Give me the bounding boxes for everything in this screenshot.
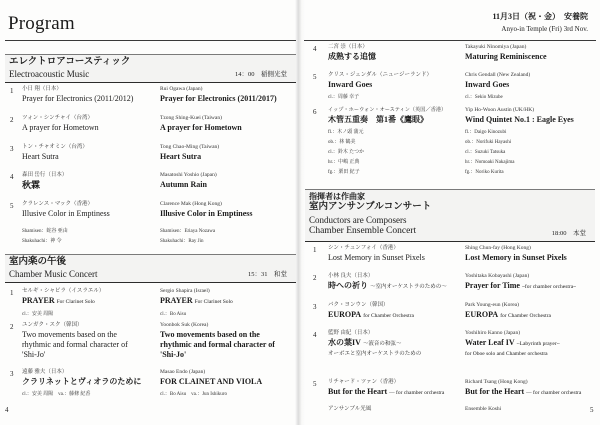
entry-number: 4 bbox=[313, 331, 317, 339]
work-title-en: Maturing Reminiscence bbox=[465, 52, 547, 61]
work-title-en: Inward Goes bbox=[465, 80, 510, 89]
performer-line: hr.：Nomoaki Nakajima bbox=[465, 160, 515, 165]
performers-ja bbox=[328, 128, 446, 178]
composer-name-en: Sergio Shapira (Israel) bbox=[160, 288, 210, 294]
work-title-ja bbox=[328, 310, 414, 321]
english-listing bbox=[160, 200, 253, 219]
entry-number: 2 bbox=[313, 274, 317, 282]
japanese-listing bbox=[22, 368, 141, 399]
composer-name-ja: 藍野 由紀（日本） bbox=[328, 330, 374, 336]
composer-name-ja: 小林 良夫（日本） bbox=[328, 273, 374, 279]
composer-name-en: Takayuki Ninomiya (Japan) bbox=[465, 44, 527, 50]
work-title-main: Prayer for Time bbox=[465, 281, 520, 290]
entry-number: 6 bbox=[313, 108, 317, 116]
work-title-sub: — for chamber orchestra bbox=[389, 390, 445, 396]
work-title-line: Two movements based on the bbox=[160, 330, 260, 339]
work-title-sub: ~Labyrinth prayer~ bbox=[516, 341, 560, 347]
entry-number: 5 bbox=[313, 73, 317, 81]
japanese-listing bbox=[328, 71, 432, 102]
composer-name-ja: パク・ヨンウン（韓国） bbox=[328, 302, 389, 308]
performer-line: cl.：Bo Aisu bbox=[160, 312, 187, 317]
composer-name-ja: シン・チュンフォイ（香港） bbox=[328, 245, 399, 251]
header-rule bbox=[304, 40, 596, 41]
entry-number: 4 bbox=[313, 45, 317, 53]
composer-name-ja: リチャード・ツァン（香港） bbox=[328, 379, 400, 385]
composer-name-en: Masao Endo (Japan) bbox=[160, 369, 206, 375]
english-listing bbox=[160, 287, 233, 319]
composer-name-ja: 遠藤 雅夫（日本） bbox=[22, 369, 68, 375]
section-header-ensemble bbox=[305, 189, 595, 242]
composer-name-en: Yoonbok Suk (Korea) bbox=[160, 322, 209, 328]
work-title-main: But for the Heart bbox=[465, 387, 525, 396]
performer-line: fl.：木ノ頭 蒲元 bbox=[328, 130, 364, 135]
composer-name-en: Clarence Mak (Hong Kong) bbox=[160, 201, 222, 207]
english-listing bbox=[465, 244, 567, 263]
section-title-en: Chamber Ensemble Concert bbox=[309, 226, 417, 236]
work-title-main: 時への祈り bbox=[328, 281, 368, 290]
composer-name-en: Yoshitaka Kobayashi (Japan) bbox=[465, 273, 530, 279]
work-title-line: 'Shi-Jo' bbox=[22, 350, 46, 359]
work-title-ja: 木管五重奏 第1番《鷹眼》 bbox=[328, 115, 428, 124]
english-listing bbox=[160, 143, 219, 162]
work-title-en: Wind Quintet No.1 : Eagle Eyes bbox=[465, 115, 574, 124]
japanese-listing bbox=[22, 114, 99, 133]
work-title-ja bbox=[328, 387, 444, 398]
work-title-ja: 秋霖 bbox=[22, 180, 41, 190]
english-listing bbox=[465, 272, 576, 292]
work-title-sub: 〜液音の和弦〜 bbox=[362, 341, 402, 347]
composer-name-ja: ツォン・シンチャイ（台湾） bbox=[22, 115, 93, 121]
work-title-en: Lost Memory in Sunset Pixels bbox=[465, 253, 567, 262]
entry-number: 4 bbox=[10, 173, 14, 181]
event-date-venue-en: Anyo-in Temple (Fri) 3rd Nov. bbox=[501, 25, 588, 33]
composer-name-en: Yip Ho-Woon Austin (UK/HK) bbox=[465, 107, 535, 113]
entry-number: 3 bbox=[10, 145, 14, 153]
work-title-en bbox=[160, 296, 233, 307]
performer-line: cl.：Bo Aisu va.：Jun Ishikuro bbox=[160, 392, 227, 397]
work-title-en bbox=[465, 387, 581, 398]
japanese-listing bbox=[22, 200, 110, 219]
composer-name-ja: トン・チャオミン（台湾） bbox=[22, 144, 88, 150]
work-title-ja: Heart Sutra bbox=[22, 152, 59, 161]
work-title-ja bbox=[22, 296, 104, 307]
section-title-ja: エレクトロアコースティック bbox=[9, 57, 131, 67]
work-title-main: EUROPA bbox=[328, 310, 362, 319]
english-listing bbox=[160, 171, 217, 190]
english-listing bbox=[465, 43, 547, 62]
page-title: Program bbox=[8, 13, 75, 34]
japanese-listing bbox=[328, 301, 414, 321]
composer-name-en: Tzong Shing-Kuei (Taiwan) bbox=[160, 115, 222, 121]
section-title-ja: 室内楽の午後 bbox=[9, 257, 67, 267]
performers-ja bbox=[22, 227, 68, 247]
section-header-chamber bbox=[5, 254, 296, 283]
performer-line: cl.：鈴木 たつか bbox=[328, 150, 365, 155]
composer-name-en: Yoshihiro Kanno (Japan) bbox=[465, 330, 521, 336]
composer-name-ja: セルギ・シャピラ（イスラエル） bbox=[22, 288, 105, 294]
performer-line: Shakuhachi：神 令 bbox=[22, 239, 62, 244]
page-number: 5 bbox=[590, 406, 594, 414]
work-title-sub: For Clarinet Solo bbox=[194, 299, 233, 305]
entry-number: 1 bbox=[313, 246, 317, 254]
japanese-listing bbox=[328, 244, 425, 263]
entry-number: 2 bbox=[10, 323, 14, 331]
work-title-ja: Illusive Color in Emptiness bbox=[22, 209, 110, 218]
section-time-venue: 18:00 本堂 bbox=[551, 230, 586, 237]
work-title-ja: Inward Goes bbox=[328, 80, 373, 89]
event-date-venue-ja: 11月3日（祝・金） 安養院 bbox=[492, 12, 588, 21]
english-listing bbox=[465, 106, 574, 178]
english-listing bbox=[465, 71, 530, 102]
performer-line: cl.：周藤 幸子 bbox=[328, 95, 360, 100]
composer-name-ja: 森田 岳行（日本） bbox=[22, 172, 68, 178]
title-rule bbox=[5, 40, 296, 41]
section-title-en: Electroacoustic Music bbox=[9, 69, 90, 79]
work-title-ja: Prayer for Electronics (2011/2012) bbox=[22, 94, 134, 103]
composer-name-ja: ユンガク・スク（韓国） bbox=[22, 322, 83, 328]
page-number: 4 bbox=[5, 406, 9, 414]
performer-line: fg.：栗田 紀子 bbox=[328, 170, 360, 175]
entry-number: 5 bbox=[10, 202, 14, 210]
work-title-line2: オーボエと室内オーケストラのための bbox=[328, 351, 422, 357]
entry-number: 2 bbox=[10, 116, 14, 124]
work-title-en: A prayer for Hometown bbox=[160, 123, 242, 132]
ensemble-name-ja: アンサンブル光風 bbox=[328, 406, 372, 412]
section-time-venue: 14：00 稲側光堂 bbox=[235, 71, 287, 78]
performer-line: hr.：中嶋 正典 bbox=[328, 160, 360, 165]
work-title-en: Illusive Color in Emptiness bbox=[160, 209, 253, 218]
work-title-sub: for Chamber Orchestra bbox=[500, 313, 551, 319]
performer-line: Shakuhachi：Ray Jin bbox=[160, 239, 204, 244]
japanese-listing bbox=[328, 43, 376, 62]
composer-name-en: Shing Chun-fay (Hong Kong) bbox=[465, 245, 531, 251]
section-subtitle-en: Conductors are Composers bbox=[309, 215, 407, 225]
composer-name-en: Richard Tsang (Hong Kong) bbox=[465, 379, 528, 385]
japanese-listing bbox=[328, 378, 444, 398]
performer-line: fg.：Noriko Kurita bbox=[465, 170, 504, 175]
performer-line: cl.：安美 周陽 bbox=[22, 312, 54, 317]
english-listing bbox=[160, 321, 275, 360]
section-time-venue: 15：31 和堂 bbox=[248, 271, 287, 278]
section-title-en: Chamber Music Concert bbox=[9, 269, 98, 279]
work-title-main: PRAYER bbox=[160, 296, 193, 305]
work-title-ja bbox=[328, 281, 447, 292]
performers-en bbox=[160, 227, 215, 247]
work-title-en: Autumn Rain bbox=[160, 180, 207, 189]
english-listing bbox=[160, 114, 242, 133]
composer-name-en: Masatoshi Yoshio (Japan) bbox=[160, 172, 217, 178]
work-title-line: 'Shi-Jo' bbox=[160, 350, 187, 359]
entry-number: 5 bbox=[313, 380, 317, 388]
work-title-sub: 〜室内オーケストラのための〜 bbox=[370, 284, 447, 290]
performer-line: ob.：Norifuki Hayashi bbox=[465, 140, 512, 145]
english-listing bbox=[160, 85, 277, 104]
page-fold bbox=[295, 0, 305, 425]
composer-name-en: Park Young-eun (Korea) bbox=[465, 302, 519, 308]
work-title-ja: Lost Memory in Sunset Pixels bbox=[328, 253, 425, 262]
japanese-listing bbox=[22, 143, 88, 162]
composer-name-ja: クリス・ジェンダル（ニュージーランド） bbox=[328, 72, 432, 78]
entry-number: 1 bbox=[10, 87, 14, 95]
work-title-main: But for the Heart bbox=[328, 387, 388, 396]
composer-name-en: Rui Ogawa (Japan) bbox=[160, 86, 203, 92]
section-header-electroacoustic bbox=[5, 54, 296, 83]
work-title-line: Two movements based on the bbox=[22, 330, 117, 339]
performer-line: Shamisen：蛇谷 亜由 bbox=[22, 229, 68, 234]
composer-name-ja: クラレンス・マック（香港） bbox=[22, 201, 93, 207]
performer-line: cl.：安美 周陽 va.：藤條 紀香 bbox=[22, 392, 91, 397]
composer-name-en: Chris Gendall (New Zealand) bbox=[465, 72, 531, 78]
work-title-sub: — for chamber orchestra bbox=[526, 390, 582, 396]
work-title-line2: for Oboe solo and Chamber orchestra bbox=[465, 351, 548, 357]
work-title-en: Heart Sutra bbox=[160, 152, 202, 161]
work-title-en: Prayer for Electronics (2011/2017) bbox=[160, 94, 277, 103]
work-title-main: EUROPA bbox=[465, 310, 499, 319]
composer-name-en: Tong Chao-Ming (Taiwan) bbox=[160, 144, 220, 150]
work-title-en: FOR CLAINET AND VIOLA bbox=[160, 377, 263, 386]
japanese-listing bbox=[22, 321, 128, 360]
performer-line: cl.：Suzuki Tatsuka bbox=[465, 150, 506, 155]
work-title-ja: クラリネットとヴィオラのために bbox=[22, 377, 142, 386]
work-title-en bbox=[465, 338, 560, 349]
work-title-line: rhythmic and formal character of bbox=[22, 340, 128, 349]
english-listing bbox=[160, 368, 262, 399]
english-listing bbox=[465, 301, 551, 321]
ensemble-name-en: Ensemble Koshi bbox=[465, 406, 502, 412]
work-title-sub: For Clarinet Solo bbox=[56, 299, 95, 305]
work-title-main: 水の葉IV bbox=[328, 338, 361, 347]
japanese-listing bbox=[328, 329, 421, 359]
composer-name-ja: 小日 翔（日本） bbox=[22, 86, 62, 92]
composer-name-ja: 二宮 崇（日本） bbox=[328, 44, 368, 50]
performer-line: cl.：Sekio Mizube bbox=[465, 95, 503, 100]
japanese-listing bbox=[328, 272, 447, 292]
performer-line: ob.：林 鶴美 bbox=[328, 140, 356, 145]
performers-en bbox=[465, 128, 574, 178]
english-listing bbox=[465, 378, 581, 398]
english-listing bbox=[465, 329, 560, 359]
japanese-listing bbox=[22, 171, 67, 190]
japanese-listing bbox=[22, 85, 133, 104]
section-subtitle-ja: 指揮者は作曲家 bbox=[309, 192, 365, 201]
japanese-listing bbox=[22, 287, 104, 319]
work-title-ja bbox=[328, 338, 421, 349]
work-title-sub: ~for chamber orchestra~ bbox=[521, 284, 577, 290]
work-title-sub: for Chamber Orchestra bbox=[363, 313, 414, 319]
work-title-en bbox=[465, 310, 551, 321]
entry-number: 3 bbox=[10, 370, 14, 378]
work-title-ja: 成熟する追憶 bbox=[328, 52, 376, 61]
entry-number: 1 bbox=[10, 289, 14, 297]
composer-name-ja: イップ・ホーウォン・オースティン（英国／香港） bbox=[328, 107, 447, 113]
work-title-ja: A prayer for Hometown bbox=[22, 123, 99, 132]
section-title-ja: 室内アンサンブルコンサート bbox=[309, 202, 432, 212]
performer-line: fl.：Daigo Kinozubi bbox=[465, 130, 507, 135]
work-title-main: PRAYER bbox=[22, 296, 55, 305]
entry-number: 3 bbox=[313, 303, 317, 311]
work-title-en bbox=[465, 281, 576, 292]
work-title-line: rhythmic and formal character of bbox=[160, 340, 275, 349]
japanese-listing bbox=[328, 106, 446, 178]
performer-line: Shamisen：Eriaya Nozawa bbox=[160, 229, 216, 234]
work-title-main: Water Leaf IV bbox=[465, 338, 515, 347]
